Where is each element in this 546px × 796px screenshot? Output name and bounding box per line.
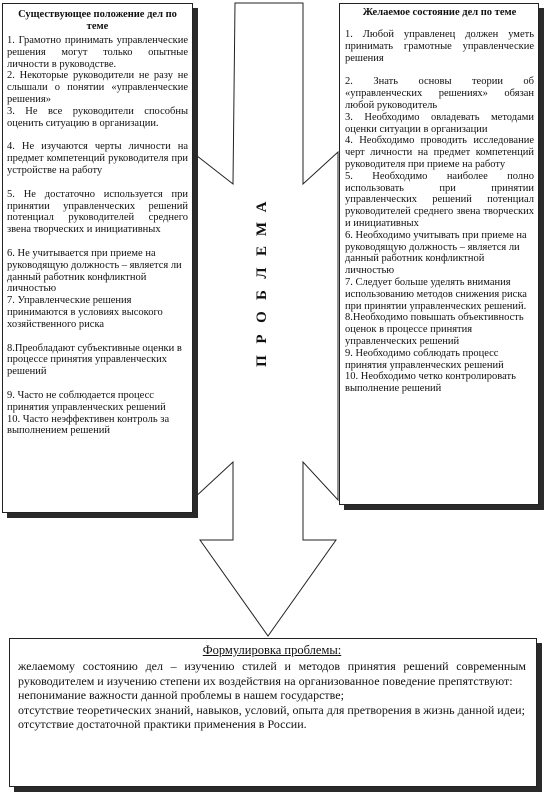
- desired-state-item-7: 7. Следует больше уделять внимания использованию методов снижения риска при принятии управленческих решений.: [345, 276, 527, 312]
- current-state-title: Существующее положение дел по теме: [18, 9, 177, 32]
- current-state-item-6: 6. Не учитывается при приеме на руководящую должность – является ли данный работник конфликтной личностью: [7, 247, 182, 295]
- current-state-item-1: 1. Грамотно принимать управленческие решения могут только опытные личности в руководстве.: [7, 35, 188, 70]
- problem-label: [250, 196, 274, 372]
- formulation-line-3: отсутствие теоретических знаний, навыков, условий, опыта для претворения в жизнь данной идеи;: [18, 702, 525, 717]
- current-state-item-2: 2. Некоторые руководители не разу не слышали о понятии «управленческие решения»: [7, 70, 188, 105]
- problem-label-letter: О: [254, 311, 270, 323]
- problem-label-letter: Р: [254, 334, 270, 344]
- desired-state-box: [339, 3, 539, 505]
- desired-state-item-3: 3. Необходимо овладевать методами оценки ситуации в организации: [345, 111, 534, 135]
- current-state-item-3: 3. Не все руководители способны оценить ситуацию в организации.: [7, 105, 188, 129]
- desired-state-item-4: 4. Необходимо проводить исследование черт личности на предмет компетенций руководителя при приеме на работу: [345, 135, 534, 170]
- desired-state-item-1: 1. Любой управленец должен уметь принимать грамотные управленческие решения: [345, 29, 534, 64]
- problem-label-letter: Б: [254, 290, 270, 300]
- current-state-item-8: 8.Преобладают субъективные оценки в процессе принятия управленческих решений: [7, 342, 182, 378]
- current-state-item-7: 7. Управленческие решения принимаются в условиях высокого хозяйственного риска: [7, 295, 163, 330]
- desired-state-item-8: 8.Необходимо повышать объективность оценок в процессе принятия управленческих решений: [345, 312, 524, 347]
- desired-state-title: Желаемое состояние дел по теме: [362, 7, 517, 18]
- problem-label-letter: П: [254, 355, 270, 367]
- formulation-title: Формулировка проблемы:: [202, 643, 342, 657]
- formulation-line-2: непонимание важности данной проблемы в нашем государстве;: [18, 688, 344, 703]
- current-state-item-9: 9. Часто не соблюдается процесс принятия управленческих решений: [7, 389, 166, 413]
- desired-state-item-9: 9. Необходимо соблюдать процесс принятия управленческих решений: [345, 347, 504, 371]
- desired-state-item-5: 5. Необходимо наиболее полно использовать при принятии управленческих решений потенциал руководителей среднего звена творческих и инициативных: [345, 170, 534, 229]
- current-state-item-5: 5. Не достаточно используется при принятии управленческих решений потенциал руководителей среднего звена творческих и инициативных: [7, 188, 188, 236]
- problem-label-letter: Л: [254, 267, 270, 279]
- problem-label-letter: М: [254, 221, 270, 237]
- problem-formulation-box: [9, 638, 537, 787]
- formulation-line-4: отсутствие достаточной практики применения в России.: [18, 717, 307, 732]
- current-state-item-4: 4. Не изучаются черты личности на предмет компетенций руководителя при устройстве на работу: [7, 141, 188, 176]
- desired-state-item-10: 10. Необходимо четко контролировать выполнение решений: [345, 371, 516, 395]
- problem-label-letter: Е: [254, 246, 270, 257]
- current-state-box: [2, 3, 193, 513]
- problem-label-letter: А: [254, 201, 270, 213]
- current-state-item-10: 10. Часто неэффективен контроль за выполнением решений: [7, 413, 170, 437]
- desired-state-item-2: 2. Знать основы теории об «управленческих решениях» обязан любой руководитель: [345, 76, 534, 111]
- desired-state-item-6: 6. Необходимо учитывать при приеме на руководящую должность – является ли данный работник конфликтной личностью: [345, 229, 527, 277]
- formulation-line-1: желаемому состоянию дел – изучению стилей и методов принятия решений современным руководителем и изучению степени их воздействия на организованное поведение препятствуют:: [18, 659, 526, 688]
